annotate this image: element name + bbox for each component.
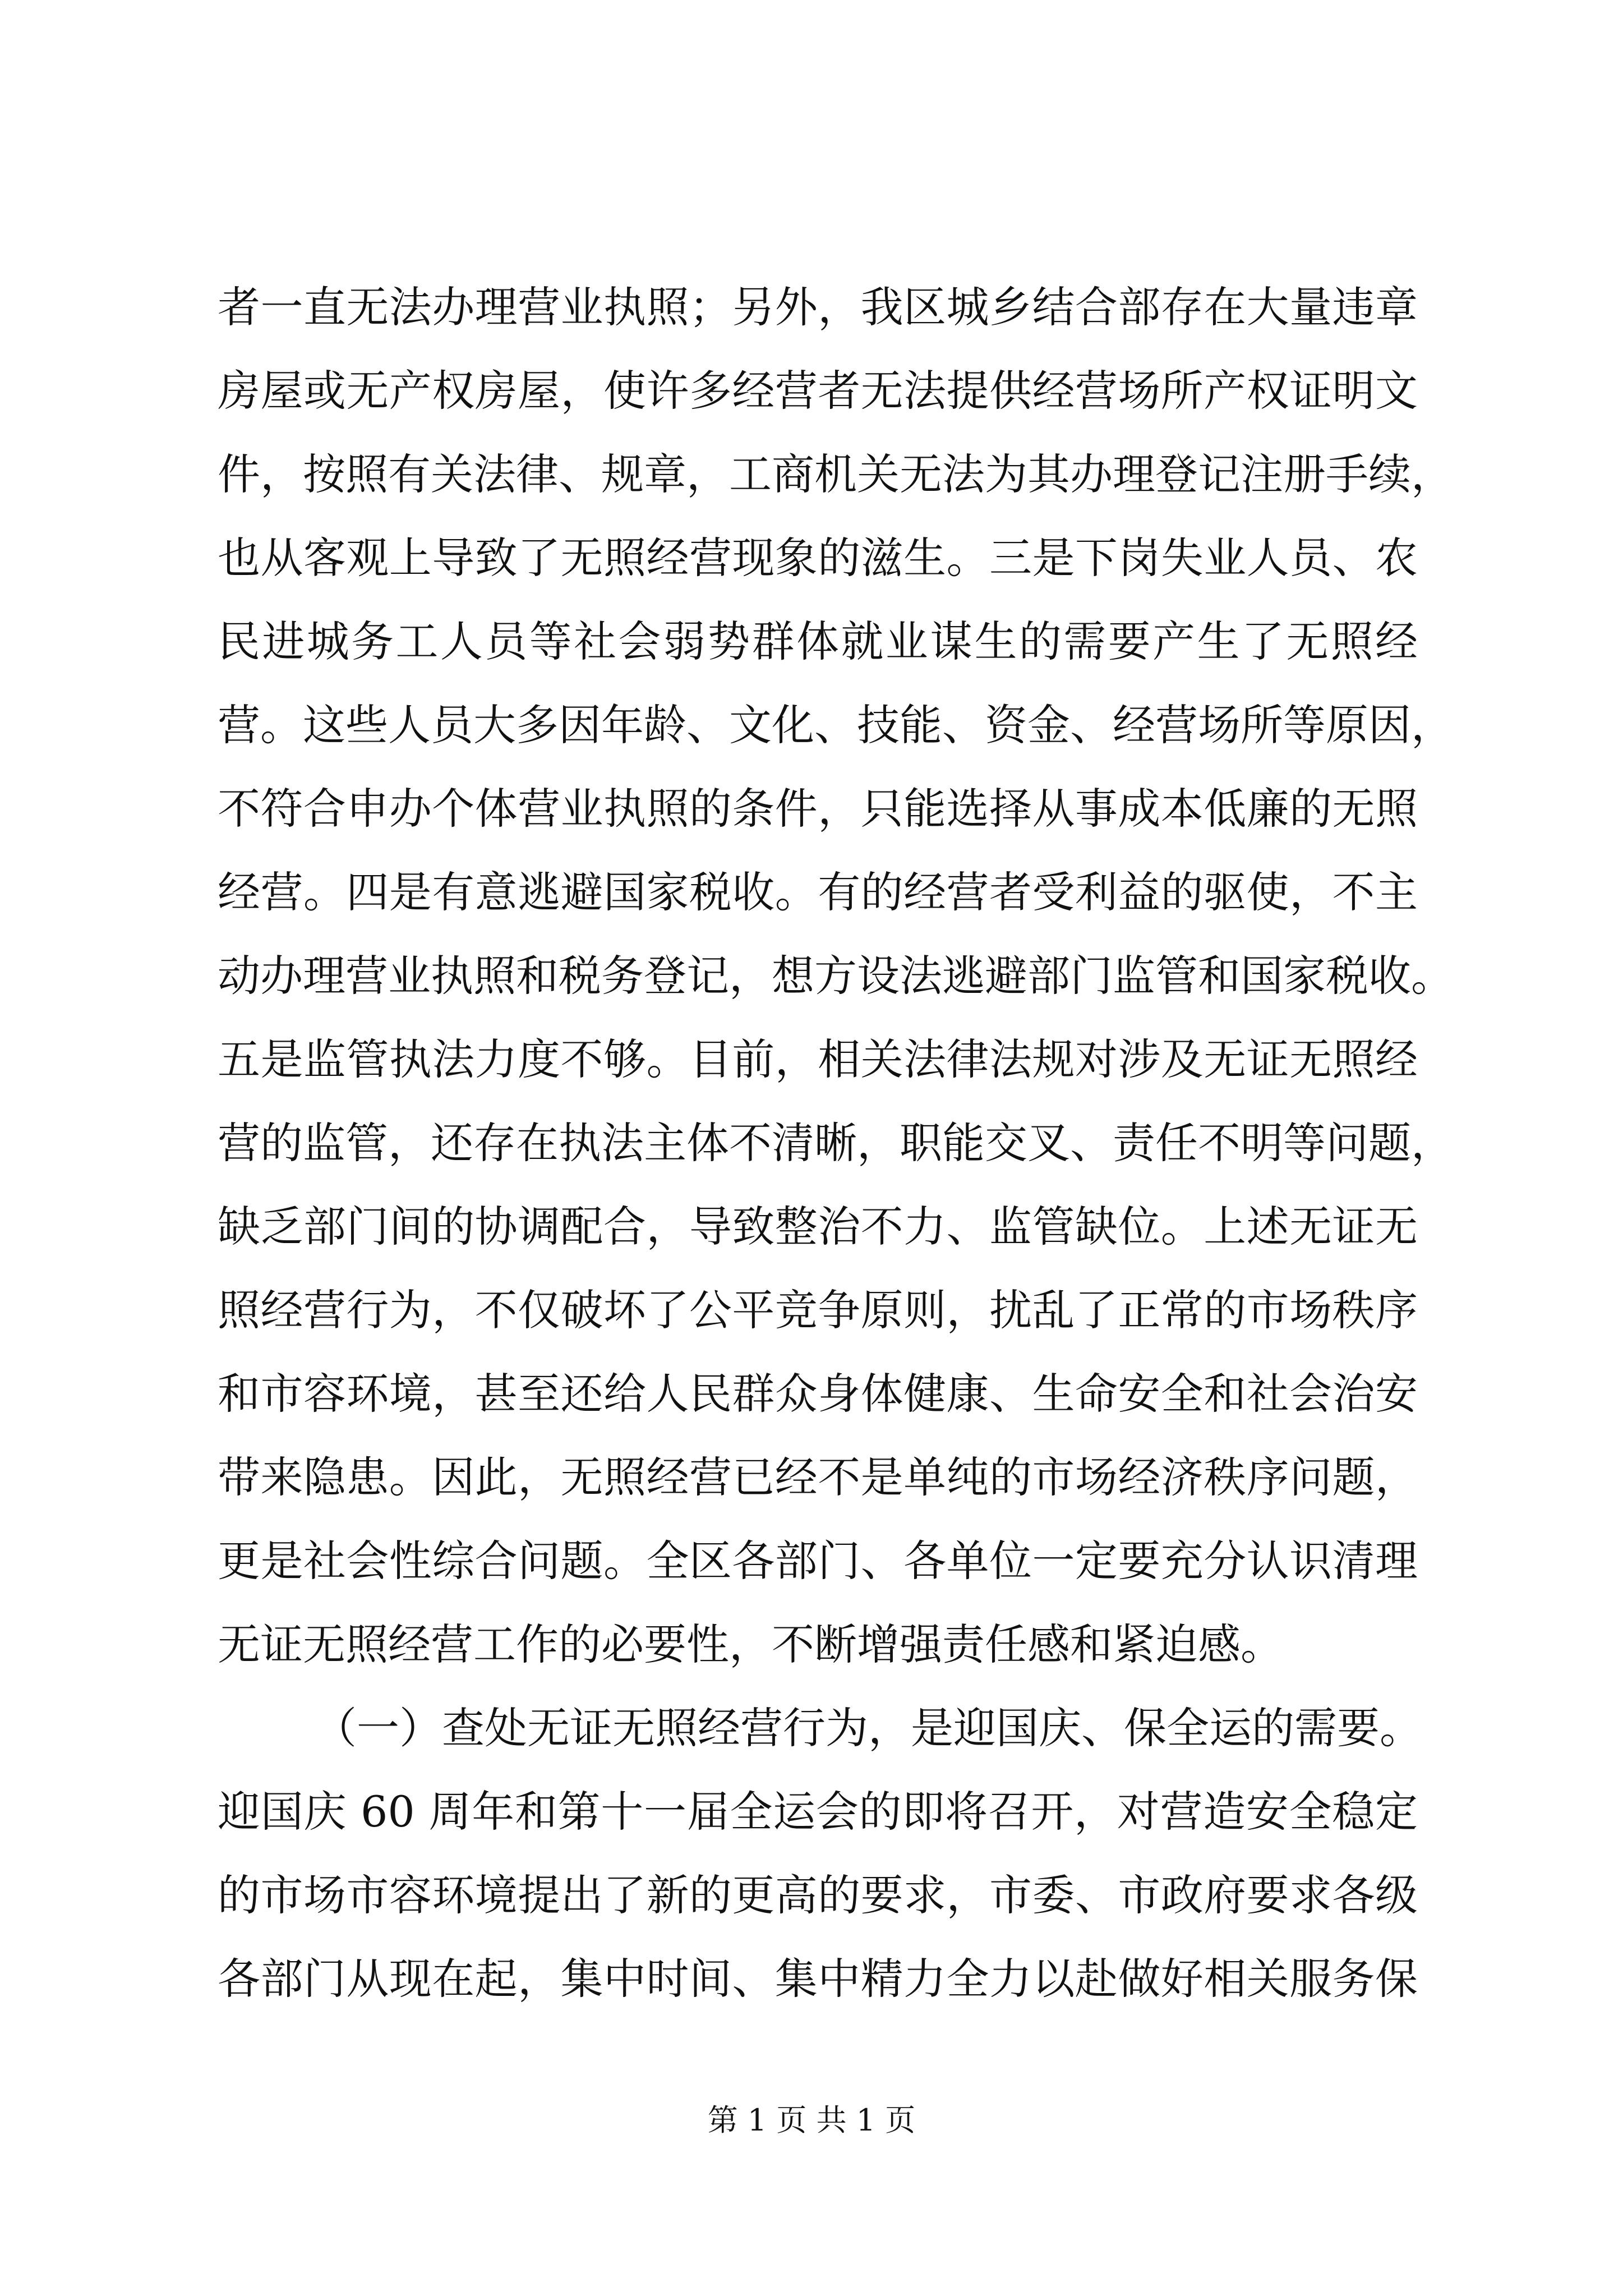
text-line: 营的监管，还存在执法主体不清晰，职能交叉、责任不明等问题， (218, 1118, 1454, 1168)
text-line: 营。这些人员大多因年龄、文化、技能、资金、经营场所等原因， (218, 700, 1454, 750)
text-line: 民进城务工人员等社会弱势群体就业谋生的需要产生了无照经 (218, 616, 1418, 666)
text-line: 五是监管执法力度不够。目前，相关法律法规对涉及无证无照经 (218, 1034, 1418, 1084)
text-line: 的市场市容环境提出了新的更高的要求，市委、市政府要求各级 (218, 1870, 1418, 1920)
text-line: 无证无照经营工作的必要性，不断增强责任感和紧迫感。 (218, 1619, 1283, 1669)
page-number-footer: 第 1 页 共 1 页 (707, 2102, 916, 2138)
text-line: 迎国庆 60 周年和第十一届全运会的即将召开，对营造安全稳定 (218, 1787, 1418, 1837)
text-line: 照经营行为，不仅破坏了公平竞争原则，扰乱了正常的市场秩序 (218, 1285, 1418, 1335)
text-line: 者一直无法办理营业执照；另外，我区城乡结合部存在大量违章 (218, 282, 1418, 332)
text-line: 不符合申办个体营业执照的条件，只能选择从事成本低廉的无照 (218, 784, 1418, 834)
text-line: 和市容环境，甚至还给人民群众身体健康、生命安全和社会治安 (218, 1369, 1418, 1419)
text-line: 也从客观上导致了无照经营现象的滋生。三是下岗失业人员、农 (218, 533, 1418, 583)
text-line: 各部门从现在起，集中时间、集中精力全力以赴做好相关服务保 (218, 1954, 1418, 2004)
paragraph-heading-line: （一）查处无证无照经营行为，是迎国庆、保全运的需要。 (314, 1703, 1422, 1753)
text-line: 动办理营业执照和税务登记，想方设法逃避部门监管和国家税收。 (218, 951, 1454, 1001)
text-line: 经营。四是有意逃避国家税收。有的经营者受利益的驱使，不主 (218, 867, 1418, 917)
text-line: 更是社会性综合问题。全区各部门、各单位一定要充分认识清理 (218, 1536, 1418, 1586)
text-line: 带来隐患。因此，无照经营已经不是单纯的市场经济秩序问题， (218, 1452, 1418, 1502)
text-line: 件，按照有关法律、规章，工商机关无法为其办理登记注册手续， (218, 449, 1454, 499)
text-line: 缺乏部门间的协调配合，导致整治不力、监管缺位。上述无证无 (218, 1202, 1418, 1251)
text-line: 房屋或无产权房屋，使许多经营者无法提供经营场所产权证明文 (218, 366, 1418, 416)
